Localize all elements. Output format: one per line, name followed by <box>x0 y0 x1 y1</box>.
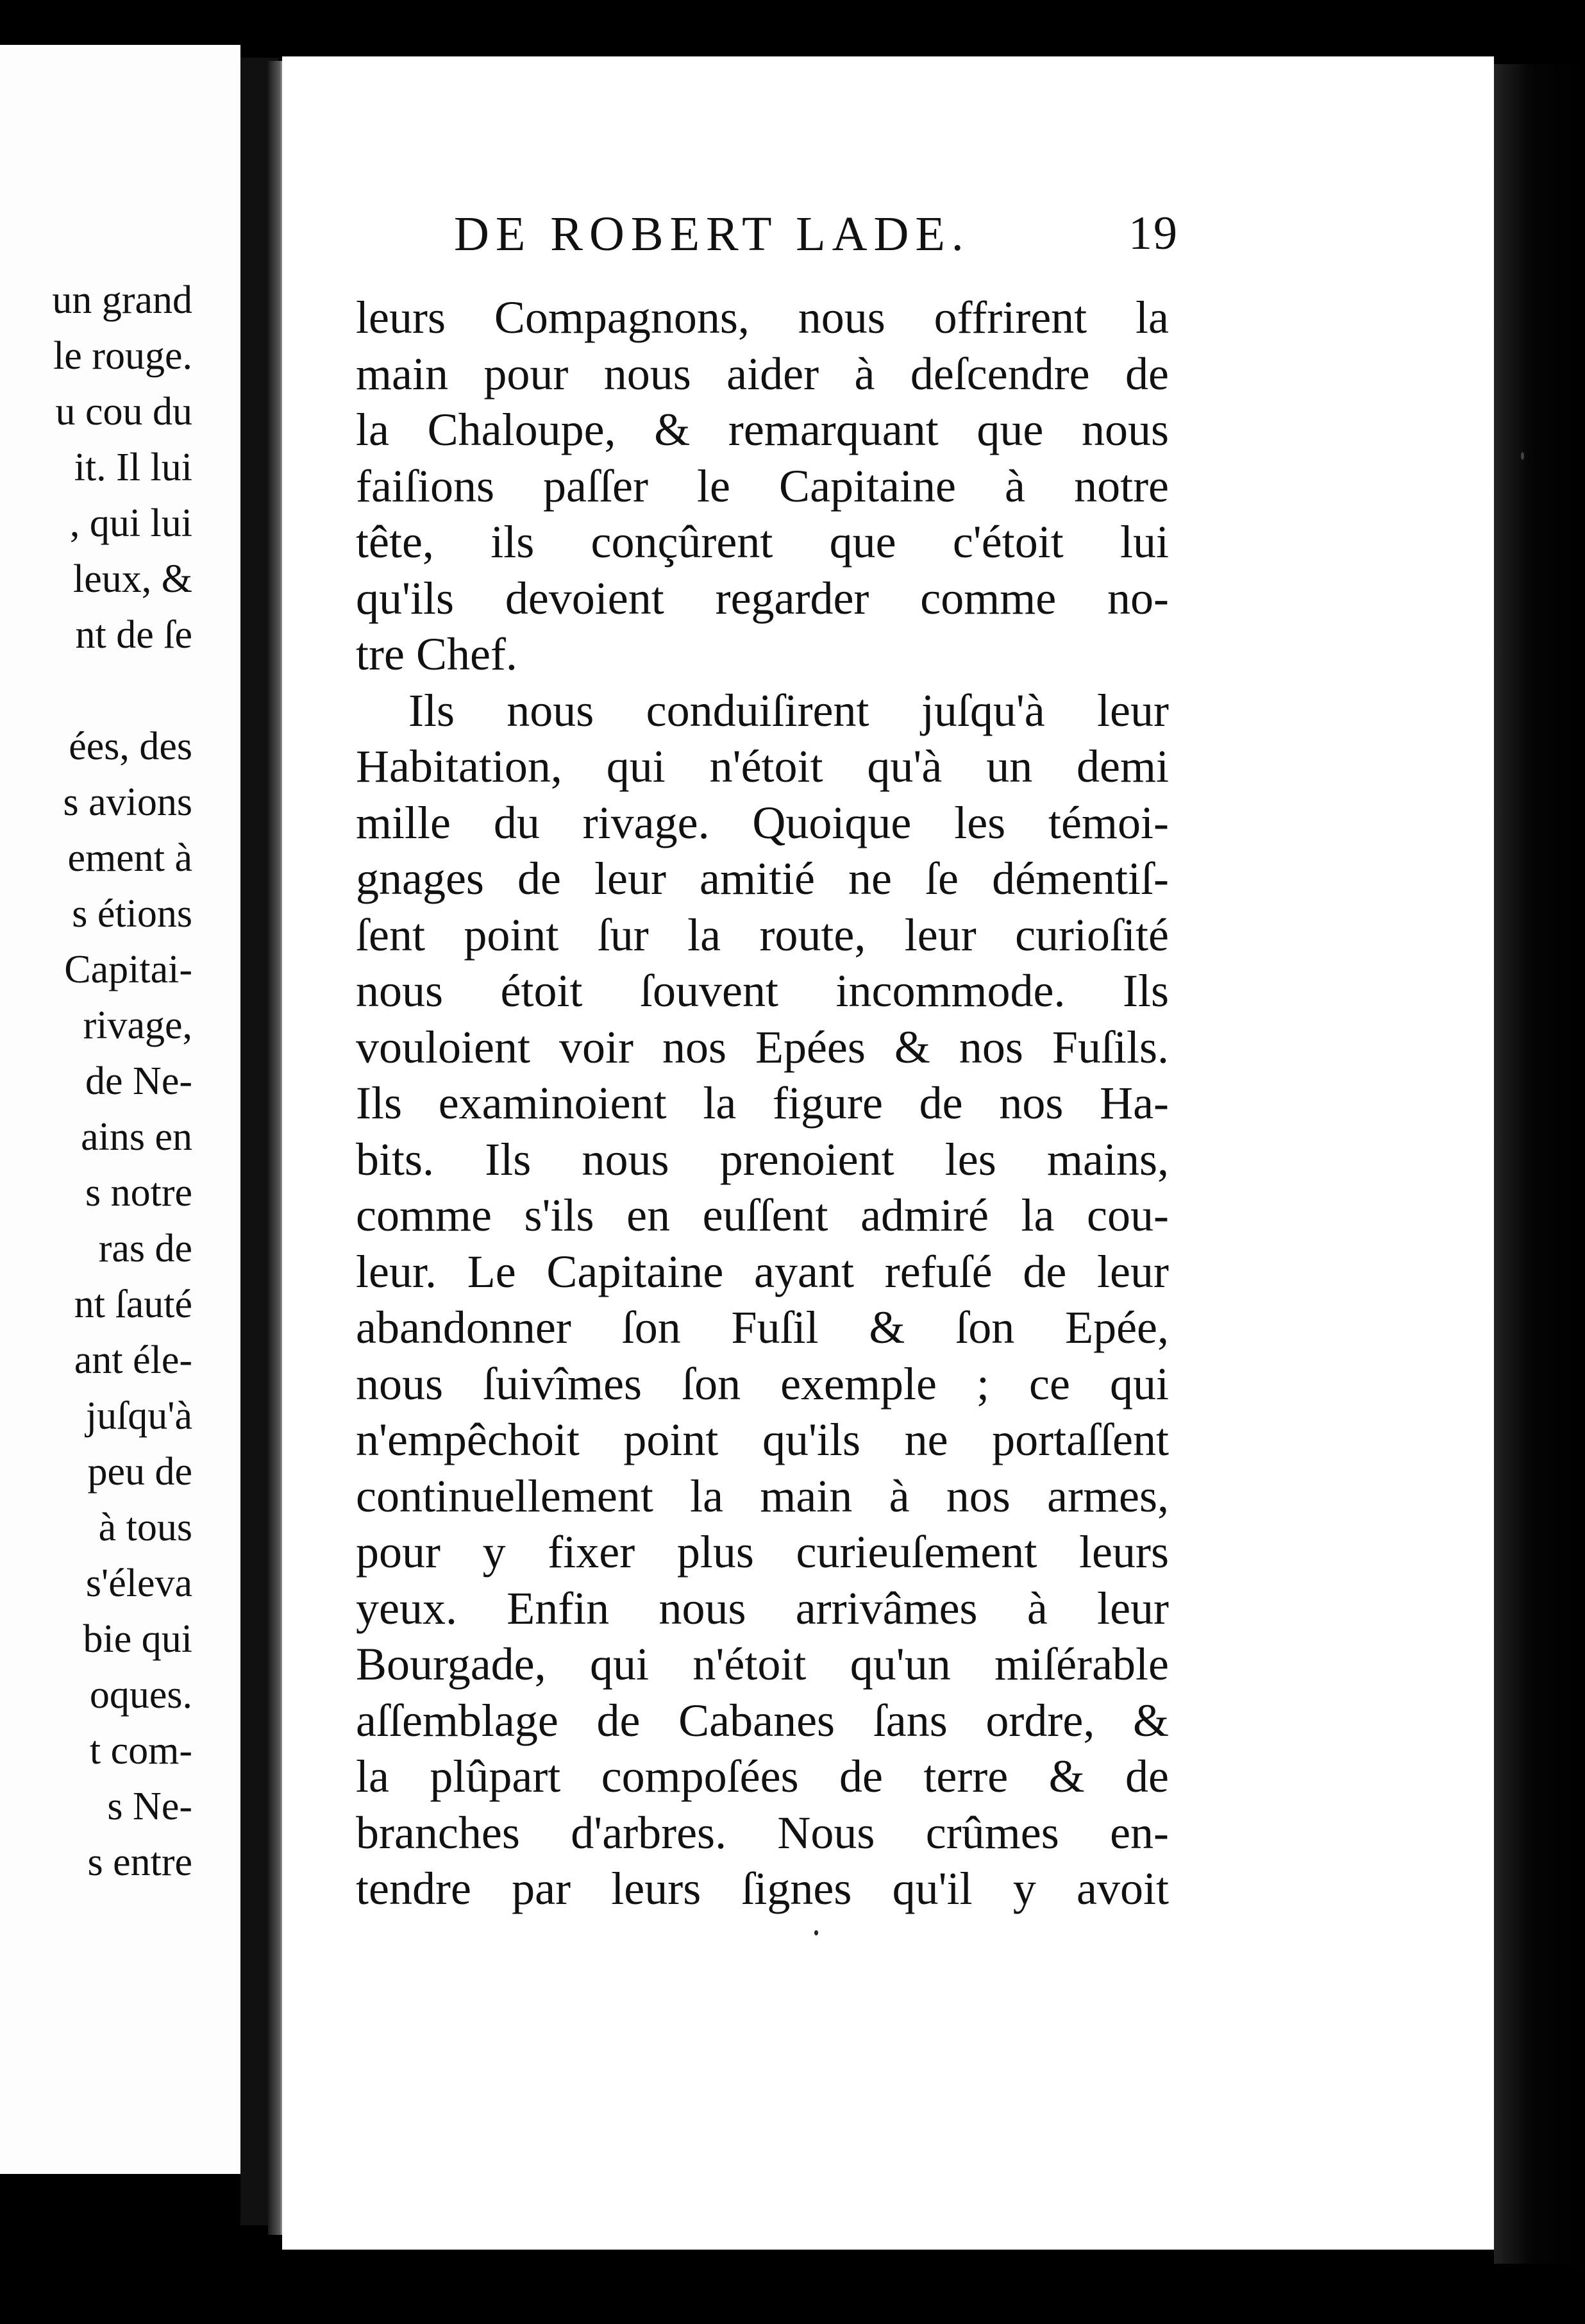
text-line: leurs Compagnons, nous offrirent la <box>356 292 1169 343</box>
left-line: le rouge. <box>53 334 192 378</box>
left-line: nt ſauté <box>74 1283 192 1326</box>
text-line: faiſions paſſer le Capitaine à notre <box>356 460 1169 512</box>
text-line: gnages de leur amitié ne ſe démentiſ- <box>356 853 1169 904</box>
page-header <box>454 206 1178 277</box>
left-line: rivage, <box>83 1004 192 1047</box>
left-line: juſqu'à <box>85 1394 192 1438</box>
text-line: leur. Le Capitaine ayant refuſé de leur <box>356 1245 1169 1297</box>
print-speck <box>1521 452 1524 460</box>
left-line: ement à <box>67 836 192 880</box>
text-line: tendre par leurs ſignes qu'il y avoit <box>356 1863 1169 1914</box>
page-number: 19 <box>1128 207 1178 260</box>
print-speck <box>814 1930 818 1935</box>
text-line: la Chaloupe, & remarquant que nous <box>356 404 1169 455</box>
paragraph-first-line: Ils nous conduiſirent juſqu'à leur <box>408 684 1169 736</box>
left-page <box>0 45 240 2174</box>
text-line: aſſemblage de Cabanes ſans ordre, & <box>356 1694 1169 1746</box>
left-line: nt de ſe <box>75 613 192 657</box>
text-line: main pour nous aider à deſcendre de <box>356 348 1169 400</box>
text-line: mille du rivage. Quoique les témoi- <box>356 796 1169 848</box>
text-line: Habitation, qui n'étoit qu'à un demi <box>356 741 1169 792</box>
left-line: ant éle- <box>74 1338 192 1382</box>
text-line: yeux. Enfin nous arrivâmes à leur <box>356 1582 1169 1634</box>
left-line: s étions <box>72 892 192 936</box>
left-line: ras de <box>98 1227 192 1270</box>
left-line: ains en <box>81 1115 192 1159</box>
left-line: s'éleva <box>85 1562 192 1605</box>
left-line: , qui lui <box>69 501 192 545</box>
text-line: vouloient voir nos Epées & nos Fuſils. <box>356 1021 1169 1073</box>
page-edge-shadow <box>1494 64 1585 2264</box>
left-line: de Ne- <box>85 1059 192 1103</box>
text-line: nous étoit ſouvent incommode. Ils <box>356 965 1169 1016</box>
text-line: Bourgade, qui n'étoit qu'un miſérable <box>356 1638 1169 1690</box>
left-page-text <box>0 273 192 1890</box>
text-line: tre Chef. <box>356 628 517 680</box>
page-body-text <box>356 290 1169 1917</box>
left-line: leux, & <box>73 557 192 601</box>
text-line: qu'ils devoient regarder comme no- <box>356 572 1169 624</box>
text-line: branches d'arbres. Nous crûmes en- <box>356 1806 1169 1858</box>
text-line: n'empêchoit point qu'ils ne portaſſent <box>356 1414 1169 1465</box>
left-line: s Ne- <box>107 1785 192 1828</box>
left-line: s notre <box>85 1171 192 1215</box>
left-line: ées, des <box>69 725 192 768</box>
left-line: s avions <box>63 780 192 824</box>
left-line-gap <box>0 663 192 719</box>
left-line: Capitai- <box>64 948 192 991</box>
text-line: nous ſuivîmes ſon exemple ; ce qui <box>356 1358 1169 1410</box>
left-line: t com- <box>89 1729 192 1772</box>
left-line: un grand <box>52 278 192 322</box>
left-line: peu de <box>87 1450 192 1494</box>
text-line: pour y fixer plus curieuſement leurs <box>356 1526 1169 1578</box>
left-line: oques. <box>89 1673 192 1717</box>
text-line: Ils examinoient la figure de nos Ha- <box>356 1077 1169 1129</box>
left-line: à tous <box>98 1506 192 1549</box>
text-line: la plûpart compoſées de terre & de <box>356 1751 1169 1802</box>
text-line: continuellement la main à nos armes, <box>356 1470 1169 1522</box>
text-line: tête, ils conçûrent que c'étoit lui <box>356 516 1169 568</box>
text-line: ſent point ſur la route, leur curioſité <box>356 909 1169 961</box>
left-line: it. Il lui <box>74 446 192 489</box>
left-line: u cou du <box>55 390 192 434</box>
text-line: bits. Ils nous prenoient les mains, <box>356 1133 1169 1185</box>
text-line: comme s'ils en euſſent admiré la cou- <box>356 1190 1169 1241</box>
text-line: abandonner ſon Fuſil & ſon Epée, <box>356 1302 1169 1353</box>
left-line: bie qui <box>83 1617 192 1661</box>
running-title: DE ROBERT LADE. <box>454 207 970 261</box>
left-line: s entre <box>87 1840 192 1884</box>
